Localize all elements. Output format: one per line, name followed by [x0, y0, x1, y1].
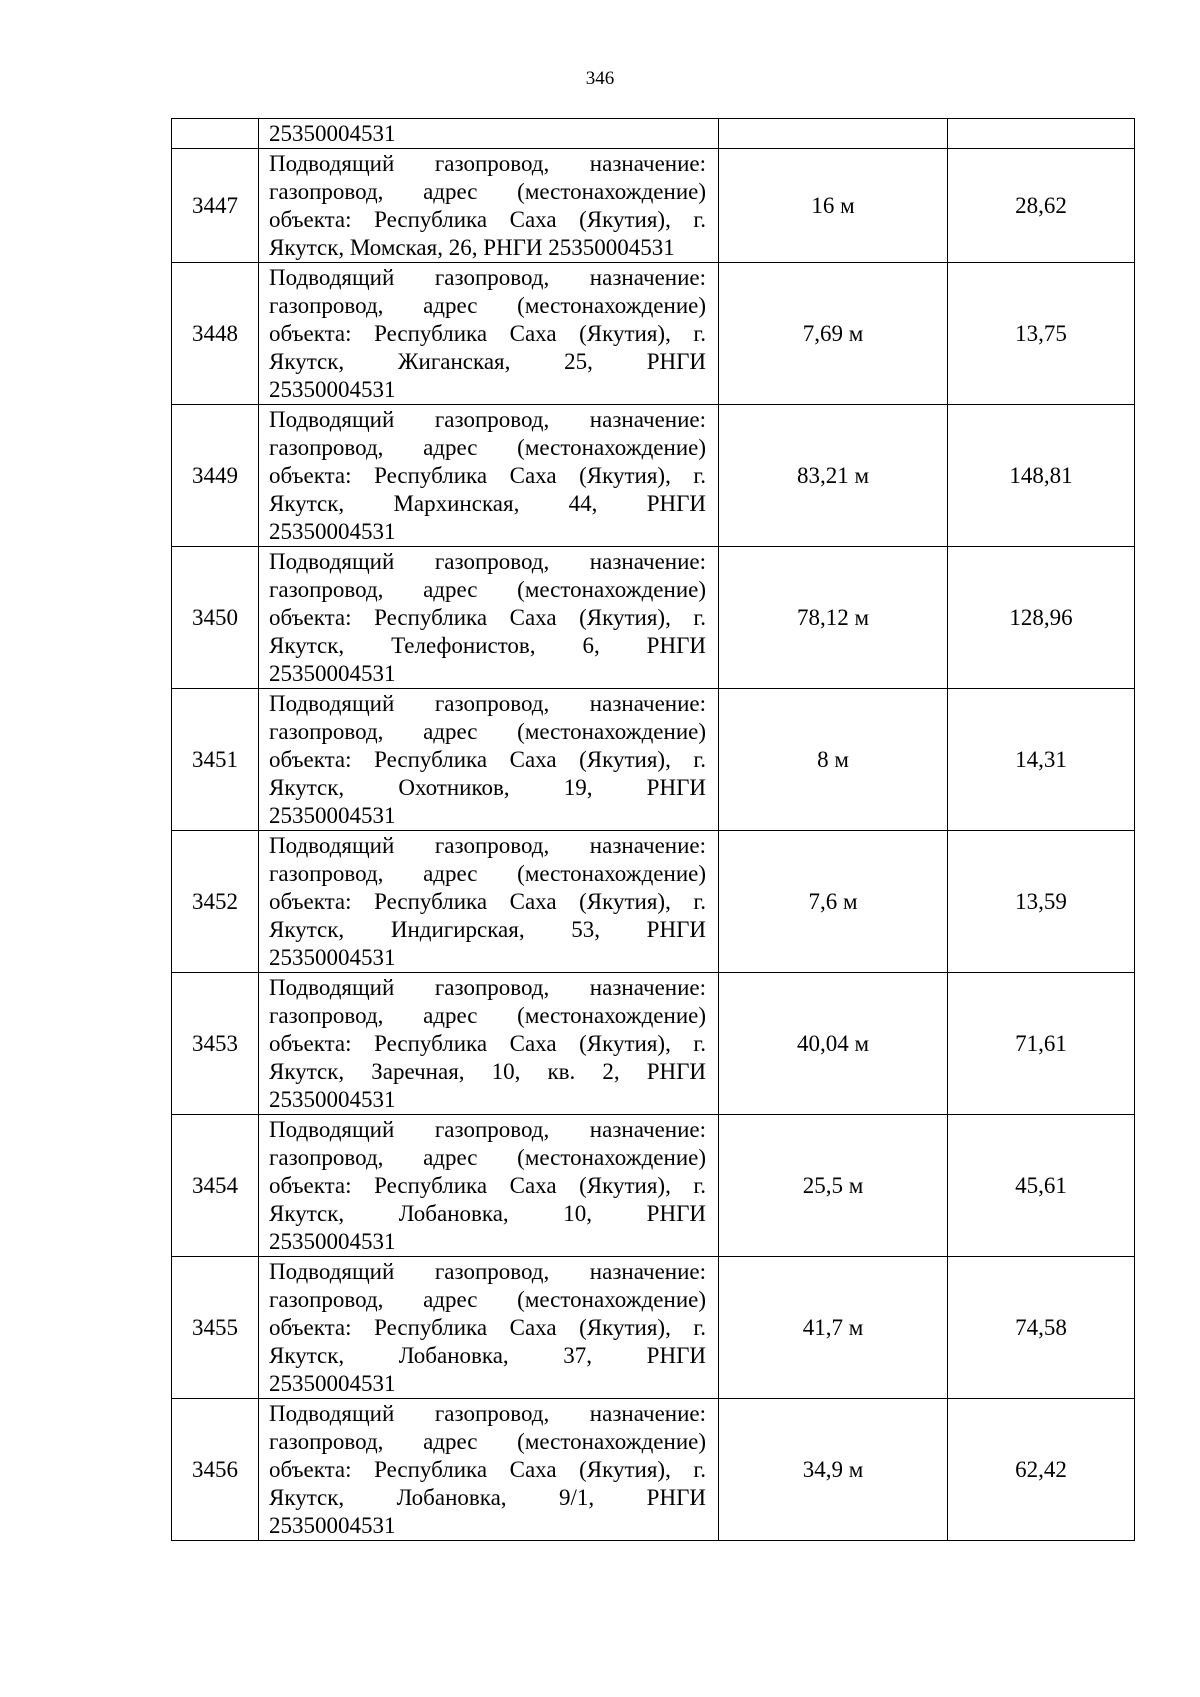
cell-cost: 13,59 [948, 831, 1135, 973]
cell-number [172, 119, 259, 149]
table-row [172, 973, 1135, 1115]
cell-description [259, 689, 719, 831]
cell-number: 3450 [172, 547, 259, 689]
description-line: Подводящий газопровод, назначение: [269, 151, 706, 176]
cell-number: 3455 [172, 1257, 259, 1399]
description-line: газопровод, адрес (местонахождение) [269, 1429, 706, 1454]
description-line: 25350004531 [269, 1513, 396, 1538]
cell-cost: 71,61 [948, 973, 1135, 1115]
cell-number: 3447 [172, 149, 259, 263]
cell-description [259, 831, 719, 973]
description-line: Подводящий газопровод, назначение: [269, 265, 706, 290]
description-line: газопровод, адрес (местонахождение) [269, 1145, 706, 1170]
cell-cost: 62,42 [948, 1399, 1135, 1541]
table-row [172, 1257, 1135, 1399]
description-line: 25350004531 [269, 1087, 396, 1112]
description-line: Подводящий газопровод, назначение: [269, 691, 706, 716]
cell-description [259, 973, 719, 1115]
cell-cost: 14,31 [948, 689, 1135, 831]
description-line: Якутск, Заречная, 10, кв. 2, РНГИ [269, 1059, 706, 1084]
description-line: газопровод, адрес (местонахождение) [269, 719, 706, 744]
cell-description [259, 149, 719, 263]
table-row [172, 405, 1135, 547]
description-line: газопровод, адрес (местонахождение) [269, 861, 706, 886]
description-line: газопровод, адрес (местонахождение) [269, 1287, 706, 1312]
table-row [172, 263, 1135, 405]
cell-description [259, 1257, 719, 1399]
description-line: объекта: Республика Саха (Якутия), г. [269, 1457, 706, 1482]
cell-cost: 28,62 [948, 149, 1135, 263]
cell-length [719, 119, 948, 149]
cell-description [259, 547, 719, 689]
description-line: Якутск, Момская, 26, РНГИ 25350004531 [269, 235, 675, 260]
cell-length: 83,21 м [719, 405, 948, 547]
description-line: Якутск, Охотников, 19, РНГИ [269, 775, 706, 800]
description-line: Подводящий газопровод, назначение: [269, 549, 706, 574]
description-line: объекта: Республика Саха (Якутия), г. [269, 321, 706, 346]
cell-number: 3453 [172, 973, 259, 1115]
description-line: 25350004531 [269, 121, 396, 146]
description-line: Якутск, Лобановка, 37, РНГИ [269, 1343, 706, 1368]
description-line: Якутск, Телефонистов, 6, РНГИ [269, 633, 706, 658]
description-line: Якутск, Мархинская, 44, РНГИ [269, 491, 706, 516]
description-line: объекта: Республика Саха (Якутия), г. [269, 747, 706, 772]
cell-number: 3448 [172, 263, 259, 405]
description-line: газопровод, адрес (местонахождение) [269, 179, 706, 204]
description-line: объекта: Республика Саха (Якутия), г. [269, 463, 706, 488]
description-line: 25350004531 [269, 661, 396, 686]
description-line: 25350004531 [269, 377, 396, 402]
description-line: Якутск, Жиганская, 25, РНГИ [269, 349, 706, 374]
description-line: объекта: Республика Саха (Якутия), г. [269, 605, 706, 630]
cell-description [259, 1115, 719, 1257]
cell-number: 3452 [172, 831, 259, 973]
description-line: объекта: Республика Саха (Якутия), г. [269, 207, 706, 232]
description-line: Якутск, Лобановка, 10, РНГИ [269, 1201, 706, 1226]
table-row [172, 831, 1135, 973]
description-line: объекта: Республика Саха (Якутия), г. [269, 889, 706, 914]
description-line: 25350004531 [269, 1371, 396, 1396]
description-line: объекта: Республика Саха (Якутия), г. [269, 1173, 706, 1198]
description-line: 25350004531 [269, 803, 396, 828]
cell-description [259, 119, 719, 149]
description-line: газопровод, адрес (местонахождение) [269, 1003, 706, 1028]
description-line: Подводящий газопровод, назначение: [269, 833, 706, 858]
cell-length: 34,9 м [719, 1399, 948, 1541]
cell-number: 3451 [172, 689, 259, 831]
description-line: Подводящий газопровод, назначение: [269, 975, 706, 1000]
cell-number: 3449 [172, 405, 259, 547]
description-line: Подводящий газопровод, назначение: [269, 1117, 706, 1142]
description-line: объекта: Республика Саха (Якутия), г. [269, 1315, 706, 1340]
description-line: 25350004531 [269, 1229, 396, 1254]
cell-cost [948, 119, 1135, 149]
cell-cost: 13,75 [948, 263, 1135, 405]
cell-cost: 45,61 [948, 1115, 1135, 1257]
cell-length: 78,12 м [719, 547, 948, 689]
description-line: газопровод, адрес (местонахождение) [269, 293, 706, 318]
table-row [172, 1115, 1135, 1257]
description-line: Якутск, Индигирская, 53, РНГИ [269, 917, 706, 942]
cell-description [259, 405, 719, 547]
cell-length: 25,5 м [719, 1115, 948, 1257]
cell-cost: 128,96 [948, 547, 1135, 689]
page-number: 346 [585, 68, 615, 89]
cell-length: 40,04 м [719, 973, 948, 1115]
table-row [172, 547, 1135, 689]
table-row-continuation [172, 119, 1135, 149]
description-line: 25350004531 [269, 945, 396, 970]
cell-number: 3454 [172, 1115, 259, 1257]
property-table [171, 118, 1135, 1541]
cell-length: 16 м [719, 149, 948, 263]
description-line: газопровод, адрес (местонахождение) [269, 577, 706, 602]
description-line: Подводящий газопровод, назначение: [269, 1401, 706, 1426]
table-row [172, 1399, 1135, 1541]
description-line: объекта: Республика Саха (Якутия), г. [269, 1031, 706, 1056]
cell-number: 3456 [172, 1399, 259, 1541]
description-line: газопровод, адрес (местонахождение) [269, 435, 706, 460]
cell-length: 8 м [719, 689, 948, 831]
cell-length: 7,6 м [719, 831, 948, 973]
cell-length: 41,7 м [719, 1257, 948, 1399]
cell-length: 7,69 м [719, 263, 948, 405]
cell-description [259, 263, 719, 405]
description-line: 25350004531 [269, 519, 396, 544]
description-line: Якутск, Лобановка, 9/1, РНГИ [269, 1485, 706, 1510]
description-line: Подводящий газопровод, назначение: [269, 1259, 706, 1284]
cell-cost: 74,58 [948, 1257, 1135, 1399]
cell-cost: 148,81 [948, 405, 1135, 547]
table-row [172, 689, 1135, 831]
cell-description [259, 1399, 719, 1541]
description-line: Подводящий газопровод, назначение: [269, 407, 706, 432]
table-row [172, 149, 1135, 263]
